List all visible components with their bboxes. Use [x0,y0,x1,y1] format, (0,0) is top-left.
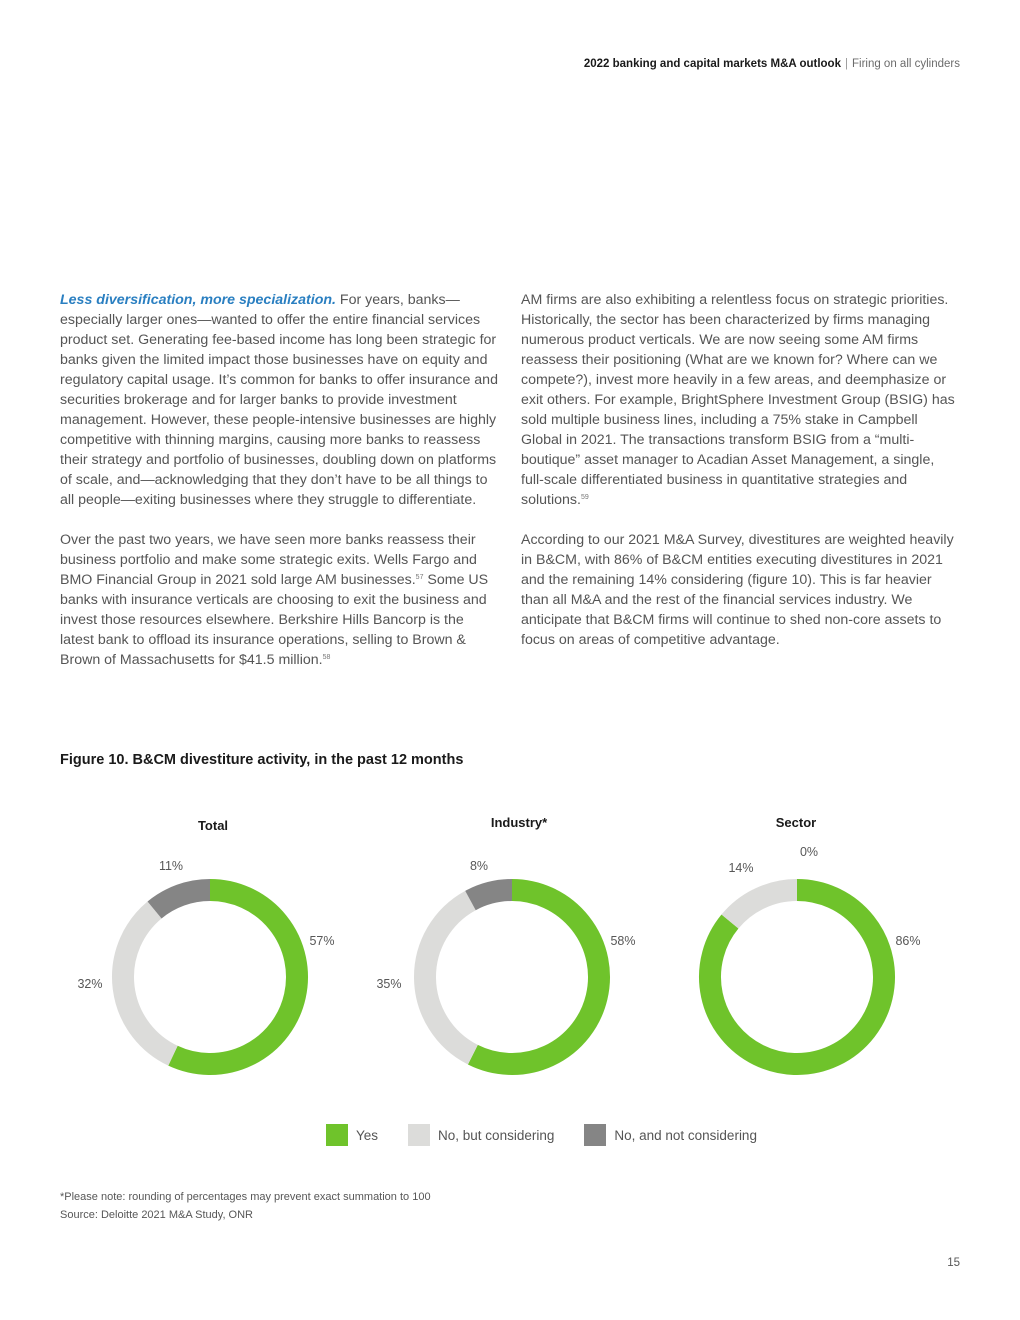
figure-source: Source: Deloitte 2021 M&A Study, ONR [60,1209,253,1221]
left-column [60,290,498,690]
data-label-total-no-but-considering: 32% [77,977,103,991]
footnote-ref: 57 [415,574,424,581]
data-label-industry-yes: 58% [610,934,636,948]
legend-item-yes [326,1124,378,1146]
data-label-total-no-and-not-considering: 11% [158,859,184,873]
data-label-sector-yes: 86% [895,934,921,948]
paragraph-text: According to our 2021 M&A Survey, divestitures are weighted heavily in B&CM, with 86% of B&CM entities executing divestitures in 2021 and the remaining 14% considering (figure 10). This is far heavier than all M&A and the rest of the financial services industry. We anticipate that B&CM firms will continue to shed non-core assets to focus on areas of competitive advantage. [521,532,954,648]
legend-swatch [408,1124,430,1146]
chart-title-industry: Industry* [490,815,548,830]
footnote-ref: 59 [580,494,589,501]
right-paragraph-2 [521,530,961,650]
donut-segment-sector-no-but-considering [730,890,797,922]
left-paragraph-1 [60,290,498,510]
legend-item-not-considering [584,1124,757,1146]
data-label-sector-no-and-not-considering: 0% [799,845,819,859]
donut-segment-industry-no-but-considering [425,901,473,1055]
legend-item-considering [408,1124,554,1146]
figure-title: Figure 10. B&CM divestiture activity, in the past 12 months [60,752,464,768]
data-label-industry-no-and-not-considering: 8% [469,859,489,873]
chart-title-sector: Sector [775,815,817,830]
donut-segment-total-yes [173,890,297,1064]
data-label-total-yes: 57% [309,934,335,948]
left-paragraph-2 [60,530,498,670]
legend-label: No, and not considering [614,1127,757,1143]
header-subtitle: Firing on all cylinders [851,58,960,70]
data-label-industry-no-but-considering: 35% [376,977,402,991]
header-title: 2022 banking and capital markets M&A outlook [583,58,841,70]
figure-notes [60,1188,431,1224]
legend-swatch [584,1124,606,1146]
footnote-ref: 58 [322,654,331,661]
right-paragraph-1 [521,290,961,510]
page-number: 15 [947,1257,960,1269]
donut-segment-total-no-but-considering [123,910,173,1056]
legend-label: No, but considering [438,1127,555,1143]
paragraph-text: AM firms are also exhibiting a relentless focus on strategic priorities. Historically, the sector has been characterized by firms managing numerous product verticals. We are now seeing some AM firms reassess their positioning (What are we known for? Where can we compete?), invest more heavily in a few areas, and deemphasize or exit others. For example, BrightSphere Investment Group (BSIG) has sold multiple business lines, including a 75% stake in Campbell Global in 2021. The transactions transform BSIG from a “multi-boutique” asset manager to Acadian Asset Management, a single, full-scale differentiated business in quantitative strategies and solutions. [521,292,955,508]
data-label-sector-no-but-considering: 14% [728,861,754,875]
paragraph-text: For years, banks—especially larger ones—wanted to offer the entire financial services product set. Generating fee-based income has long been strategic for banks given the limited impact those businesses have on equity and regulatory capital usage. It’s common for banks to offer insurance and securities brokerage and for larger banks to provide investment management. However, these people-intensive businesses are highly competitive with thinning margins, causing more banks to reassess their strategy and portfolio of businesses, doubling down on platforms of scale, and—acknowledging that they don’t have to be all things to all people—exiting businesses where they struggle to differentiate. [60,292,498,508]
donut-segment-industry-no-and-not-considering [470,890,512,901]
figure-note: *Please note: rounding of percentages may prevent exact summation to 100 [60,1191,431,1203]
header-separator: | [844,58,848,70]
right-column [521,290,961,670]
donut-charts [0,840,1020,1100]
paragraph-text: Some US banks with insurance verticals are choosing to exit the business and invest those resources elsewhere. Berkshire Hills Bancorp is the latest bank to offload its insurance operations, selling to Brown & Brown of Massachusetts for $41.5 million. [60,572,489,668]
donut-segment-industry-yes [473,890,599,1064]
chart-legend [326,1124,787,1146]
donut-segment-total-no-and-not-considering [155,890,210,910]
legend-swatch [326,1124,348,1146]
page-header [584,58,960,70]
chart-title-total: Total [197,818,229,833]
paragraph-text: Over the past two years, we have seen more banks reassess their business portfolio and make some strategic exits. Wells Fargo and BMO Financial Group in 2021 sold large AM businesses. [60,532,477,588]
legend-label: Yes [356,1127,379,1143]
paragraph-lead-heading: Less diversification, more specialization. [60,292,336,308]
